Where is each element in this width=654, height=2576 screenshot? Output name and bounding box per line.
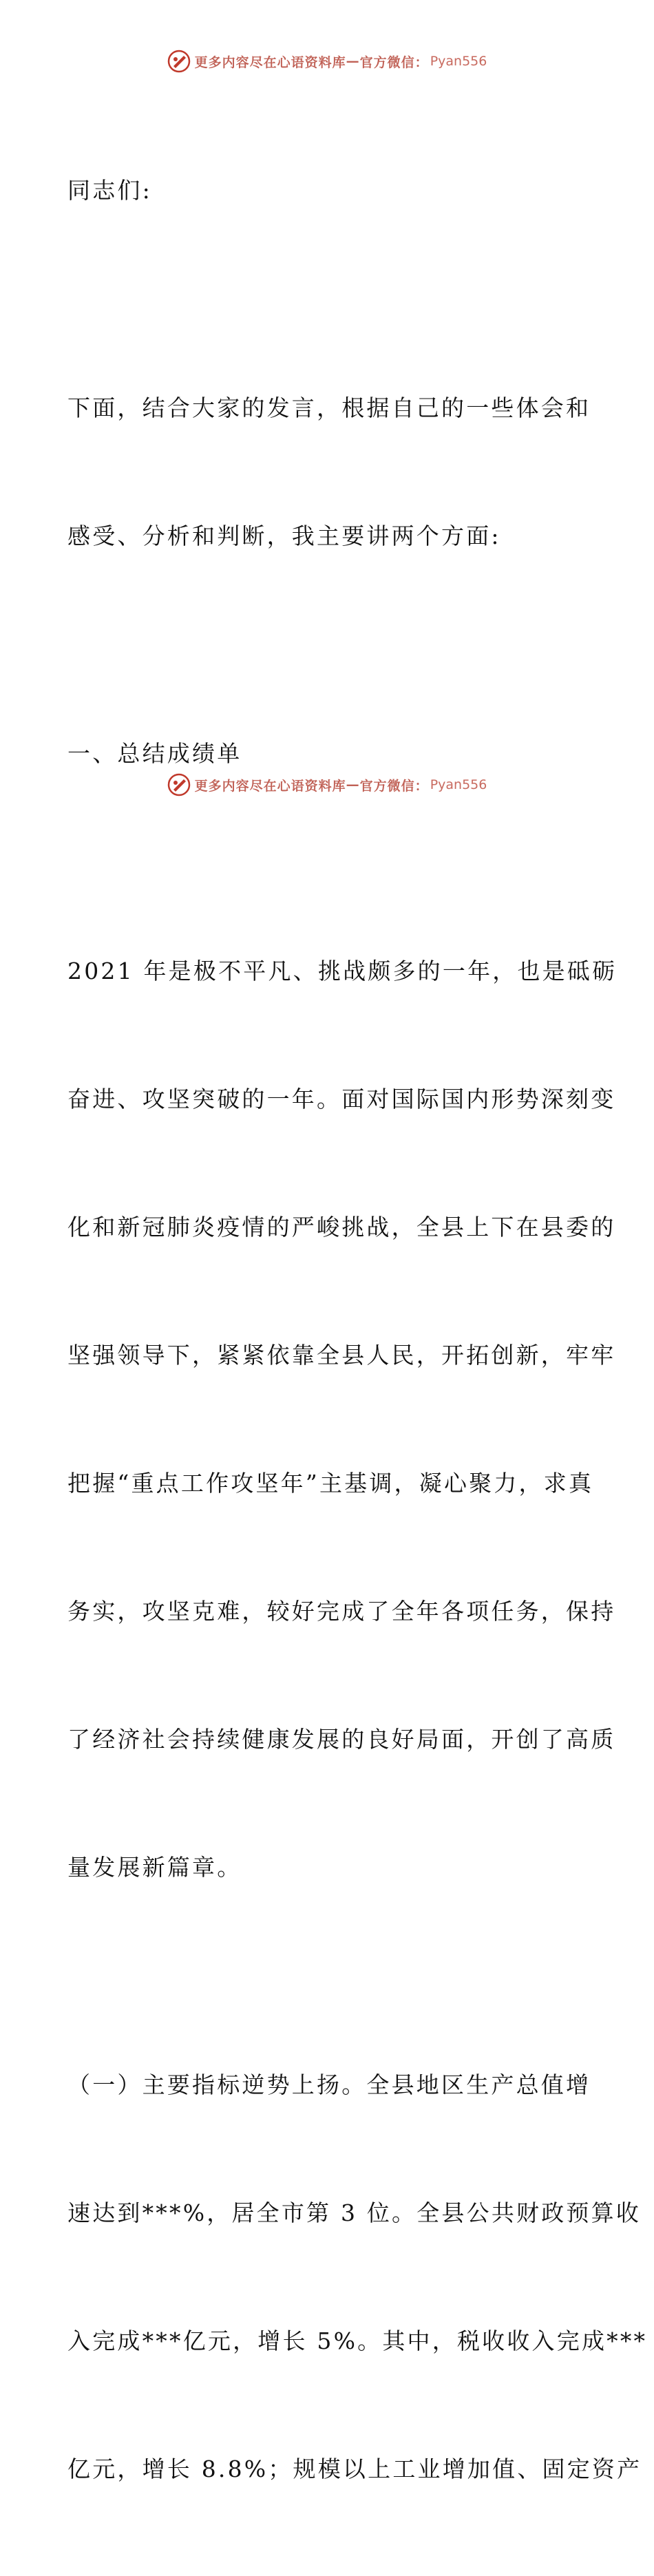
- watermark-official-label: 官方微信：: [359, 54, 429, 70]
- document-body: [67, 84, 648, 2576]
- watermark-site-name: 更多内容尽在心语资料库: [194, 54, 346, 70]
- text-line: 亿元，增长 8.8%；规模以上工业增加值、固定资产: [67, 2456, 642, 2482]
- watermark-wechat-id: Pyan556: [430, 777, 487, 792]
- text-line: 务实，攻坚克难，较好完成了全年各项任务，保持: [67, 1598, 616, 1625]
- text-line: 把握“重点工作攻坚年”主基调，凝心聚力，求真: [67, 1470, 594, 1497]
- watermark-official-label: 官方微信：: [359, 778, 429, 794]
- text-line: 同志们:: [67, 177, 152, 204]
- text-line: 入完成***亿元，增长 5%。其中，税收收入完成***: [67, 2327, 648, 2354]
- summary-paragraph: [67, 865, 618, 1974]
- text-line: 化和新冠肺炎疫情的严峻挑战，全县上下在县委的: [67, 1214, 616, 1241]
- text-line: 下面，结合大家的发言，根据自己的一些体会和: [67, 394, 591, 421]
- text-line: 量发展新篇章。: [67, 1854, 242, 1881]
- text-line: 2021 年是极不平凡、挑战颇多的一年，也是砥砺: [67, 958, 618, 984]
- text-line: 一、总结成绩单: [67, 740, 242, 767]
- text-line: 奋进、攻坚突破的一年。面对国际国内形势深刻变: [67, 1086, 616, 1112]
- watermark-site-name: 更多内容尽在心语资料库: [194, 778, 346, 794]
- text-line: 了经济社会持续健康发展的良好局面，开创了高质: [67, 1726, 616, 1753]
- salutation-paragraph: [67, 84, 591, 297]
- watermark-dash: —: [346, 54, 360, 69]
- header-watermark: [0, 50, 654, 73]
- watermark-wechat-id: Pyan556: [430, 54, 487, 69]
- text-line: （一）主要指标逆势上扬。全县地区生产总值增: [67, 2071, 591, 2098]
- text-line: 感受、分析和判断，我主要讲两个方面:: [67, 522, 501, 549]
- logo-icon: [167, 50, 191, 73]
- footer-watermark: [0, 773, 654, 796]
- section-heading: [67, 647, 591, 861]
- text-line: 速达到***%，居全市第 3 位。全县公共财政预算收: [67, 2199, 642, 2226]
- watermark-dash: —: [346, 777, 360, 792]
- intro-paragraph: [67, 302, 591, 643]
- logo-icon: [167, 773, 191, 796]
- text-line: 坚强领导下，紧紧依靠全县人民，开拓创新，牢牢: [67, 1342, 616, 1369]
- indicators-paragraph: [67, 1978, 648, 2576]
